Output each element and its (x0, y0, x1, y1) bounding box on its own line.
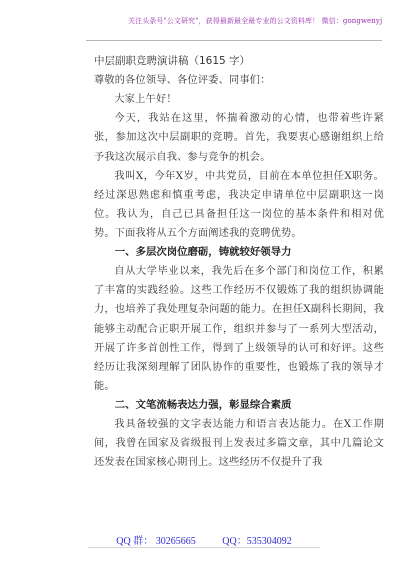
footer-divider (88, 547, 320, 548)
page-footer (0, 532, 408, 547)
self-introduction-paragraph: 我叫X，今年X岁，中共党员，目前在本单位担任X职务。经过深思熟虑和慎重考虑，我决定申请单位中层副职这一岗位。我认为，自己已具备担任这一岗位的基本条件和相对优势。下面我将从五个方面阐述我的竞聘优势。 (94, 170, 384, 239)
intro-paragraph: 今天，我站在这里，怀揣着激动的心情，也带着些许紧张，参加这次中层副职的竞聘。首先，我要衷心感谢组织上给予我这次展示自我、参与竞争的机会。 (94, 113, 384, 163)
header-promo-text: 关注头条号"公文研究"，获得最新最全最专业的公文资料库！ 微信：gongwenyj (128, 17, 383, 25)
section-heading-1: 一、多层次岗位磨砺，铸就较好领导力 (114, 246, 292, 259)
footer-qq-contact: QQ：535304092 (222, 536, 292, 547)
document-body (94, 52, 384, 472)
section-1-paragraph: 自从大学毕业以来，我先后在多个部门和岗位工作，积累了丰富的实践经验。这些工作经历不仅锻炼了我的组织协调能力，也培养了我处理复杂问题的能力。在担任X副科长期间，我能够主动配合正职开展工作，组织并参与了一系列大型活动，开展了许多首创性工作，得到了上级领导的认可和好评。这些经历让我深刻理解了团队协作的重要性，也锻炼了我的领导才能。 (94, 266, 384, 392)
header-divider (86, 40, 382, 41)
greeting: 大家上午好！ (114, 94, 177, 106)
section-heading-2: 二、文笔流畅表达力强，彰显综合素质 (114, 398, 292, 411)
document-title: 中层副职竞聘演讲稿（1615 字） (94, 55, 251, 67)
section-2-paragraph: 我具备较强的文字表达能力和语言表达能力。在X工作期间，我曾在国家及省级报刊上发表过多篇文章，其中几篇论文还发表在国家核心期刊上。这些经历不仅提升了我 (94, 419, 384, 469)
footer-qq-group: QQ 群： 30265665 (116, 536, 196, 547)
salutation: 尊敬的各位领导、各位评委、同事们： (94, 75, 271, 87)
page-header (0, 4, 408, 38)
